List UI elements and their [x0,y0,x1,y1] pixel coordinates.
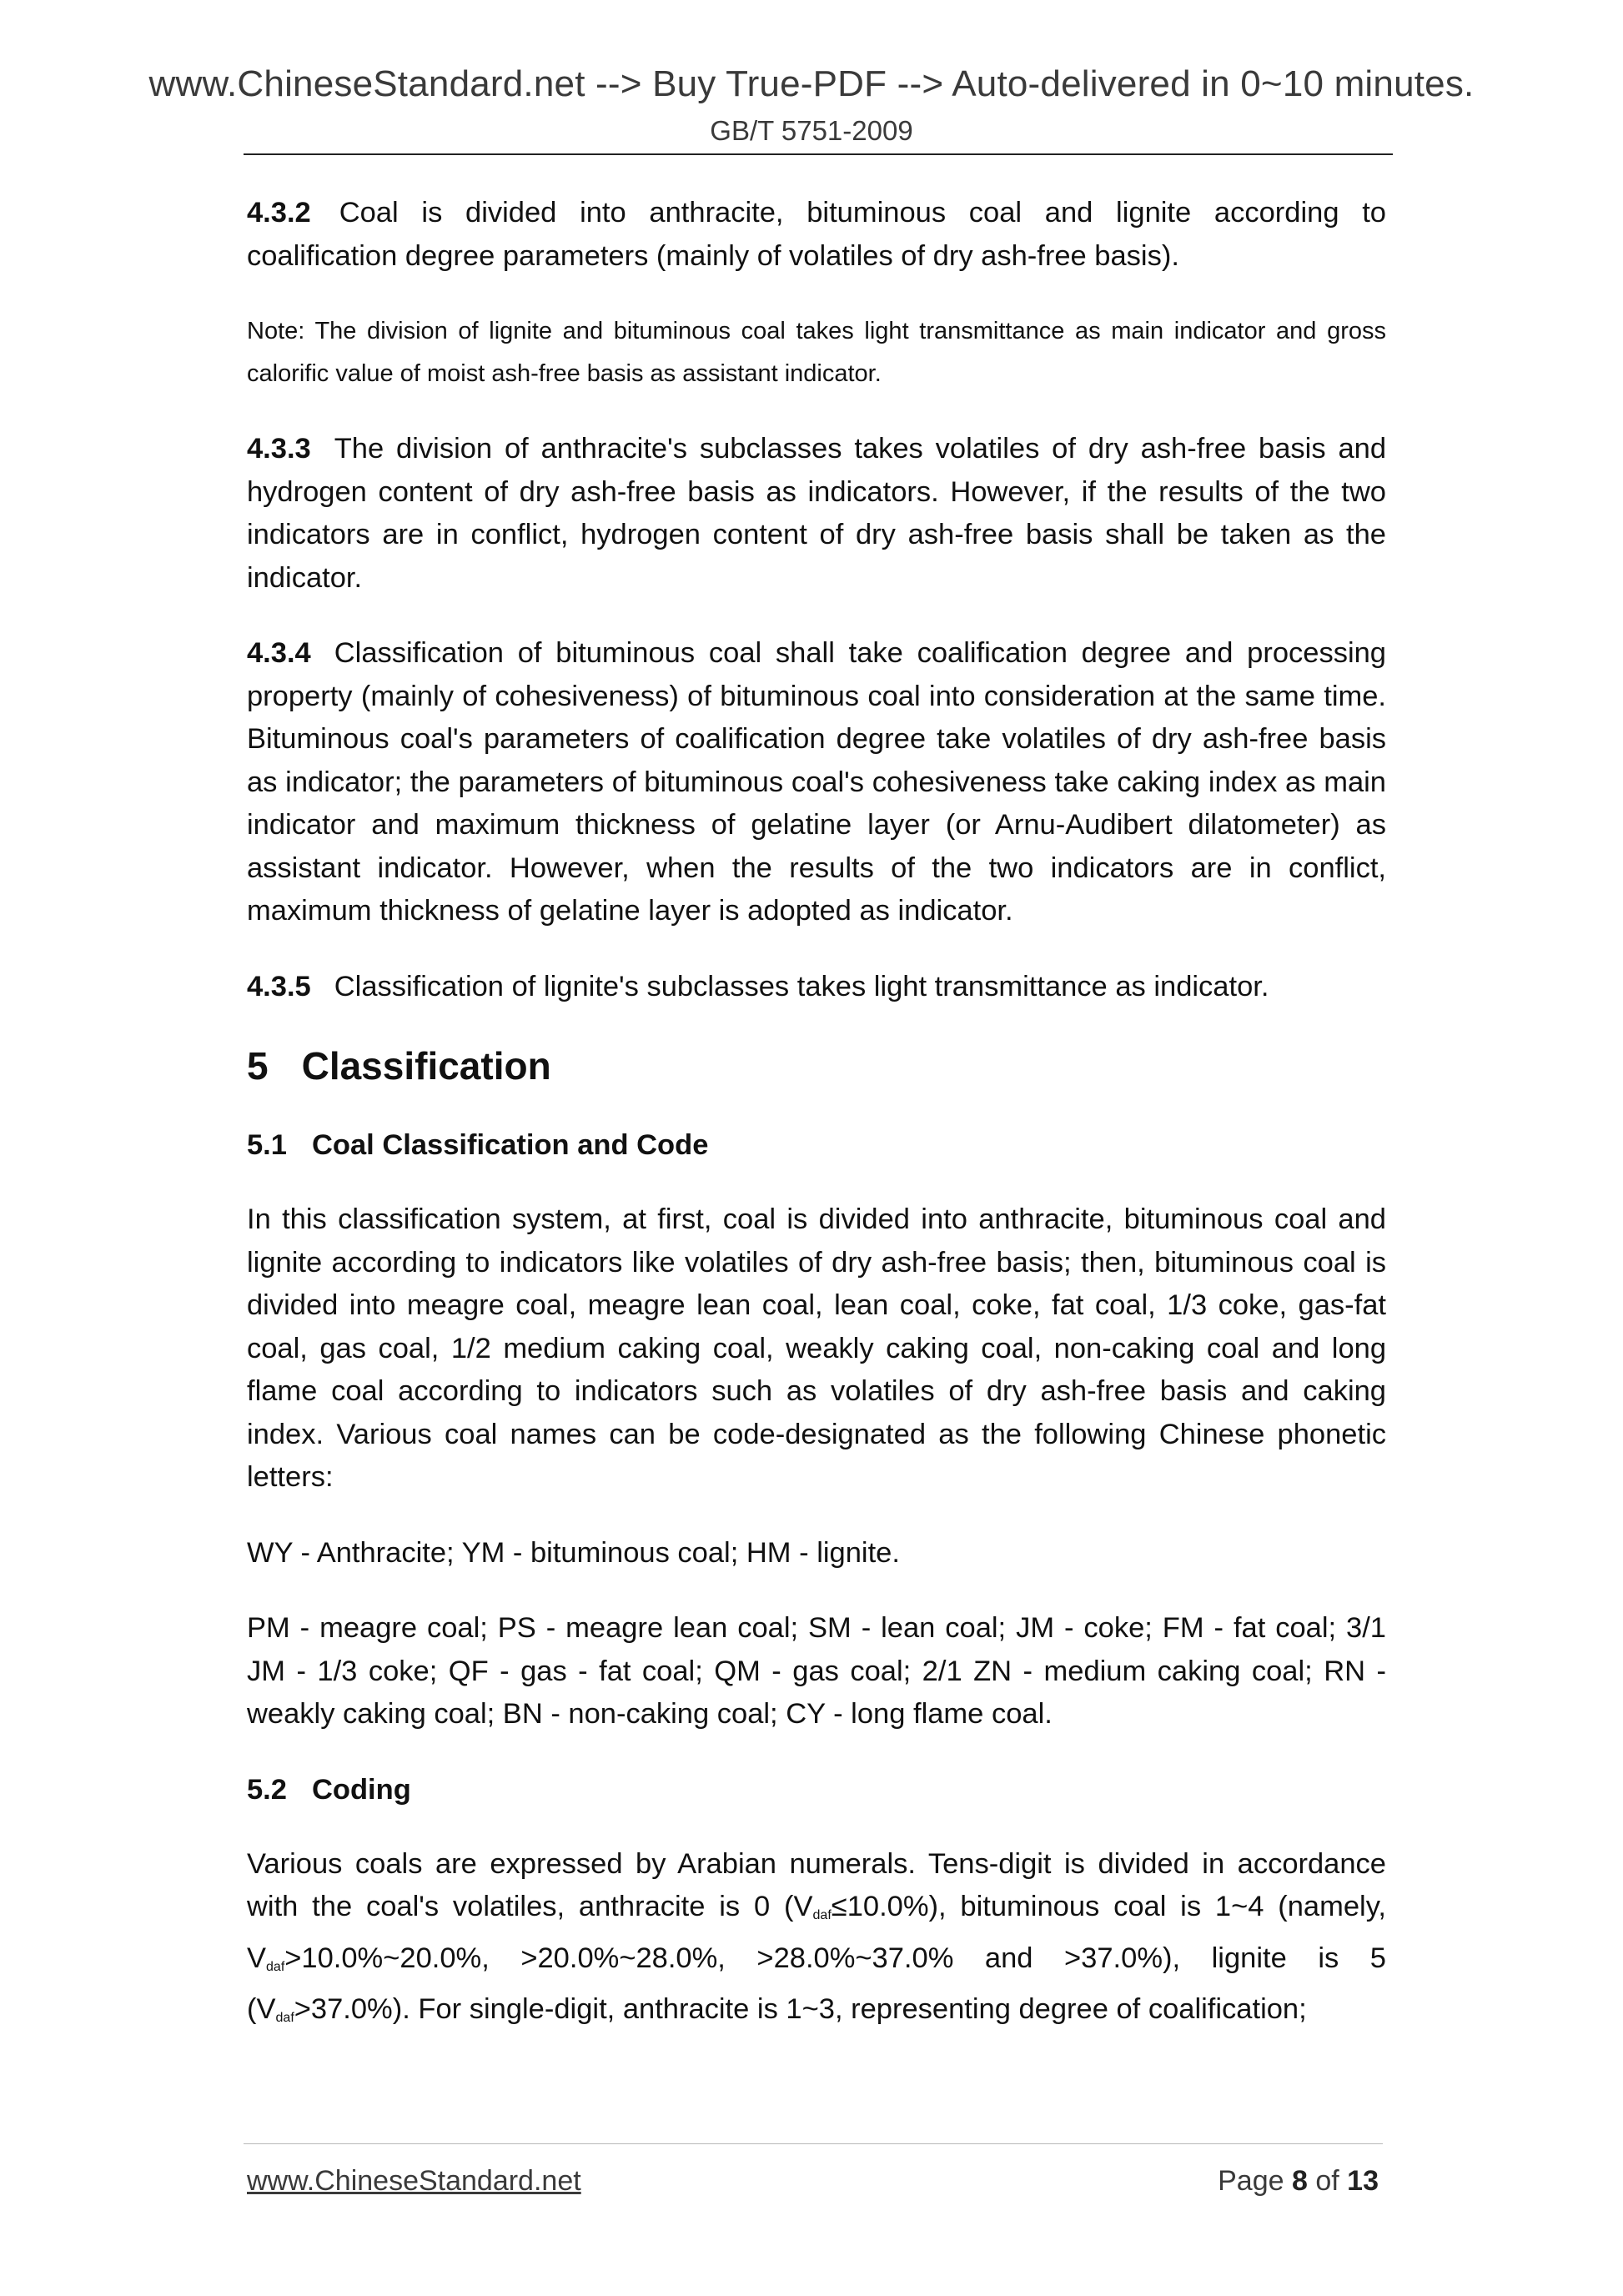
clause-text: Classification of lignite's subclasses takes light transmittance as indicator. [334,970,1269,1002]
clause-number: 4.3.4 [247,637,311,669]
subsection-5-2-heading [247,1769,1386,1811]
footer-site-link[interactable]: www.ChineseStandard.net [247,2165,581,2197]
coding-text: >37.0%). For single-digit, anthracite is 1~3, representing degree of coalification; [294,1993,1307,2025]
footer-divider [244,2143,1383,2144]
subsection-number: 5.2 [247,1773,287,1806]
paragraph-main-codes: WY - Anthracite; YM - bituminous coal; HM - lignite. [247,1536,900,1569]
header-banner: www.ChineseStandard.net --> Buy True-PDF --> Auto-delivered in 0~10 minutes. [148,63,1475,104]
coding-text: >10.0%~20.0%, >20.0%~28.0%, >28.0%~37.0% and >37.0%), lignite is 5 ( [247,1942,1386,2025]
paragraph-coding [247,1843,1386,2040]
current-page: 8 [1291,2165,1308,2197]
clause-number: 4.3.5 [247,970,311,1002]
coding-text: ≤10.0%), bituminous coal is 1~4 (namely, [831,1891,1386,1922]
clause-number: 4.3.2 [247,197,311,229]
clause-4-3-5 [247,966,1386,1009]
document-code: GB/T 5751-2009 [710,115,913,146]
clause-4-3-2 [247,192,1386,278]
coding-text: Various coals are expressed by Arabian numerals. Tens-digit is divided in accordance with the coal's volatiles, anthracite is 0 ( [247,1847,1386,1922]
clause-4-3-3 [247,428,1386,600]
clause-number: 4.3.3 [247,433,311,465]
section-number: 5 [247,1044,269,1088]
paragraph-sub-codes: PM - meagre coal; PS - meagre lean coal; SM - lean coal; JM - coke; FM - fat coal; 3/1 JM - 1/3 coke; QF - gas - fat coal; QM - gas coal; 2/1 ZN - medium caking coal; RN - weakly caking coal; BN - non-caking coal; CY - long flame coal. [247,1612,1386,1730]
clause-text: Classification of bituminous coal shall take coalification degree and processing property (mainly of cohesiveness) of bituminous coal into consideration at the same time. Bituminous coal's parameters of coalification degree take volatiles of dry ash-free basis as indicator; the parameters of bituminous coal's cohesiveness take caking index as main indicator and maximum thickness of gelatine layer (or Arnu-Audibert dilatometer) as assistant indicator. However, when the results of the two indicators are in conflict, maximum thickness of gelatine layer is adopted as indicator. [247,637,1386,927]
daf-subscript: daf [275,2011,294,2025]
paragraph-classification-system: In this classification system, at first, coal is divided into anthracite, bituminous coal and lignite according to indicators like volatiles of dry ash-free basis; then, bituminous coal is divided into meagre coal, meagre lean coal, lean coal, coke, fat coal, 1/3 coke, gas-fat coal, gas coal, 1/2 medium caking coal, weakly caking coal, non-caking coal and long flame coal according to indicators such as volatiles of dry ash-free basis and caking index. Various coal names can be code-designated as the following Chinese phonetic letters: [247,1203,1386,1493]
section-5-heading [247,1041,1386,1091]
note-paragraph: Note: The division of lignite and bituminous coal takes light transmittance as main indicator and gross calorific value of moist ash-free basis as assistant indicator. [247,318,1386,387]
clause-4-3-4 [247,632,1386,933]
page-of-label: of [1315,2165,1339,2197]
total-pages: 13 [1347,2165,1379,2197]
subsection-number: 5.1 [247,1129,287,1161]
clause-text: The division of anthracite's subclasses takes volatiles of dry ash-free basis and hydrogen content of dry ash-free basis as indicators. However, if the results of the two indicators are in conflict, hydrogen content of dry ash-free basis shall be taken as the indicator. [247,433,1386,594]
subsection-title: Coal Classification and Code [311,1129,709,1161]
clause-text: Coal is divided into anthracite, bituminous coal and lignite according to coalification degree parameters (mainly of volatiles of dry ash-free basis). [247,197,1386,272]
page-label: Page [1218,2165,1284,2197]
header-divider [244,153,1393,155]
volatile-symbol: V [256,1993,276,2025]
volatile-symbol: V [793,1891,813,1922]
daf-subscript: daf [812,1908,832,1922]
volatile-symbol: V [247,1942,267,1974]
daf-subscript: daf [266,1959,285,1974]
subsection-title: Coding [311,1773,411,1806]
subsection-5-1-heading [247,1124,1386,1167]
page-indicator [1218,2165,1379,2198]
page-body [247,192,1386,2072]
section-title: Classification [301,1044,551,1088]
